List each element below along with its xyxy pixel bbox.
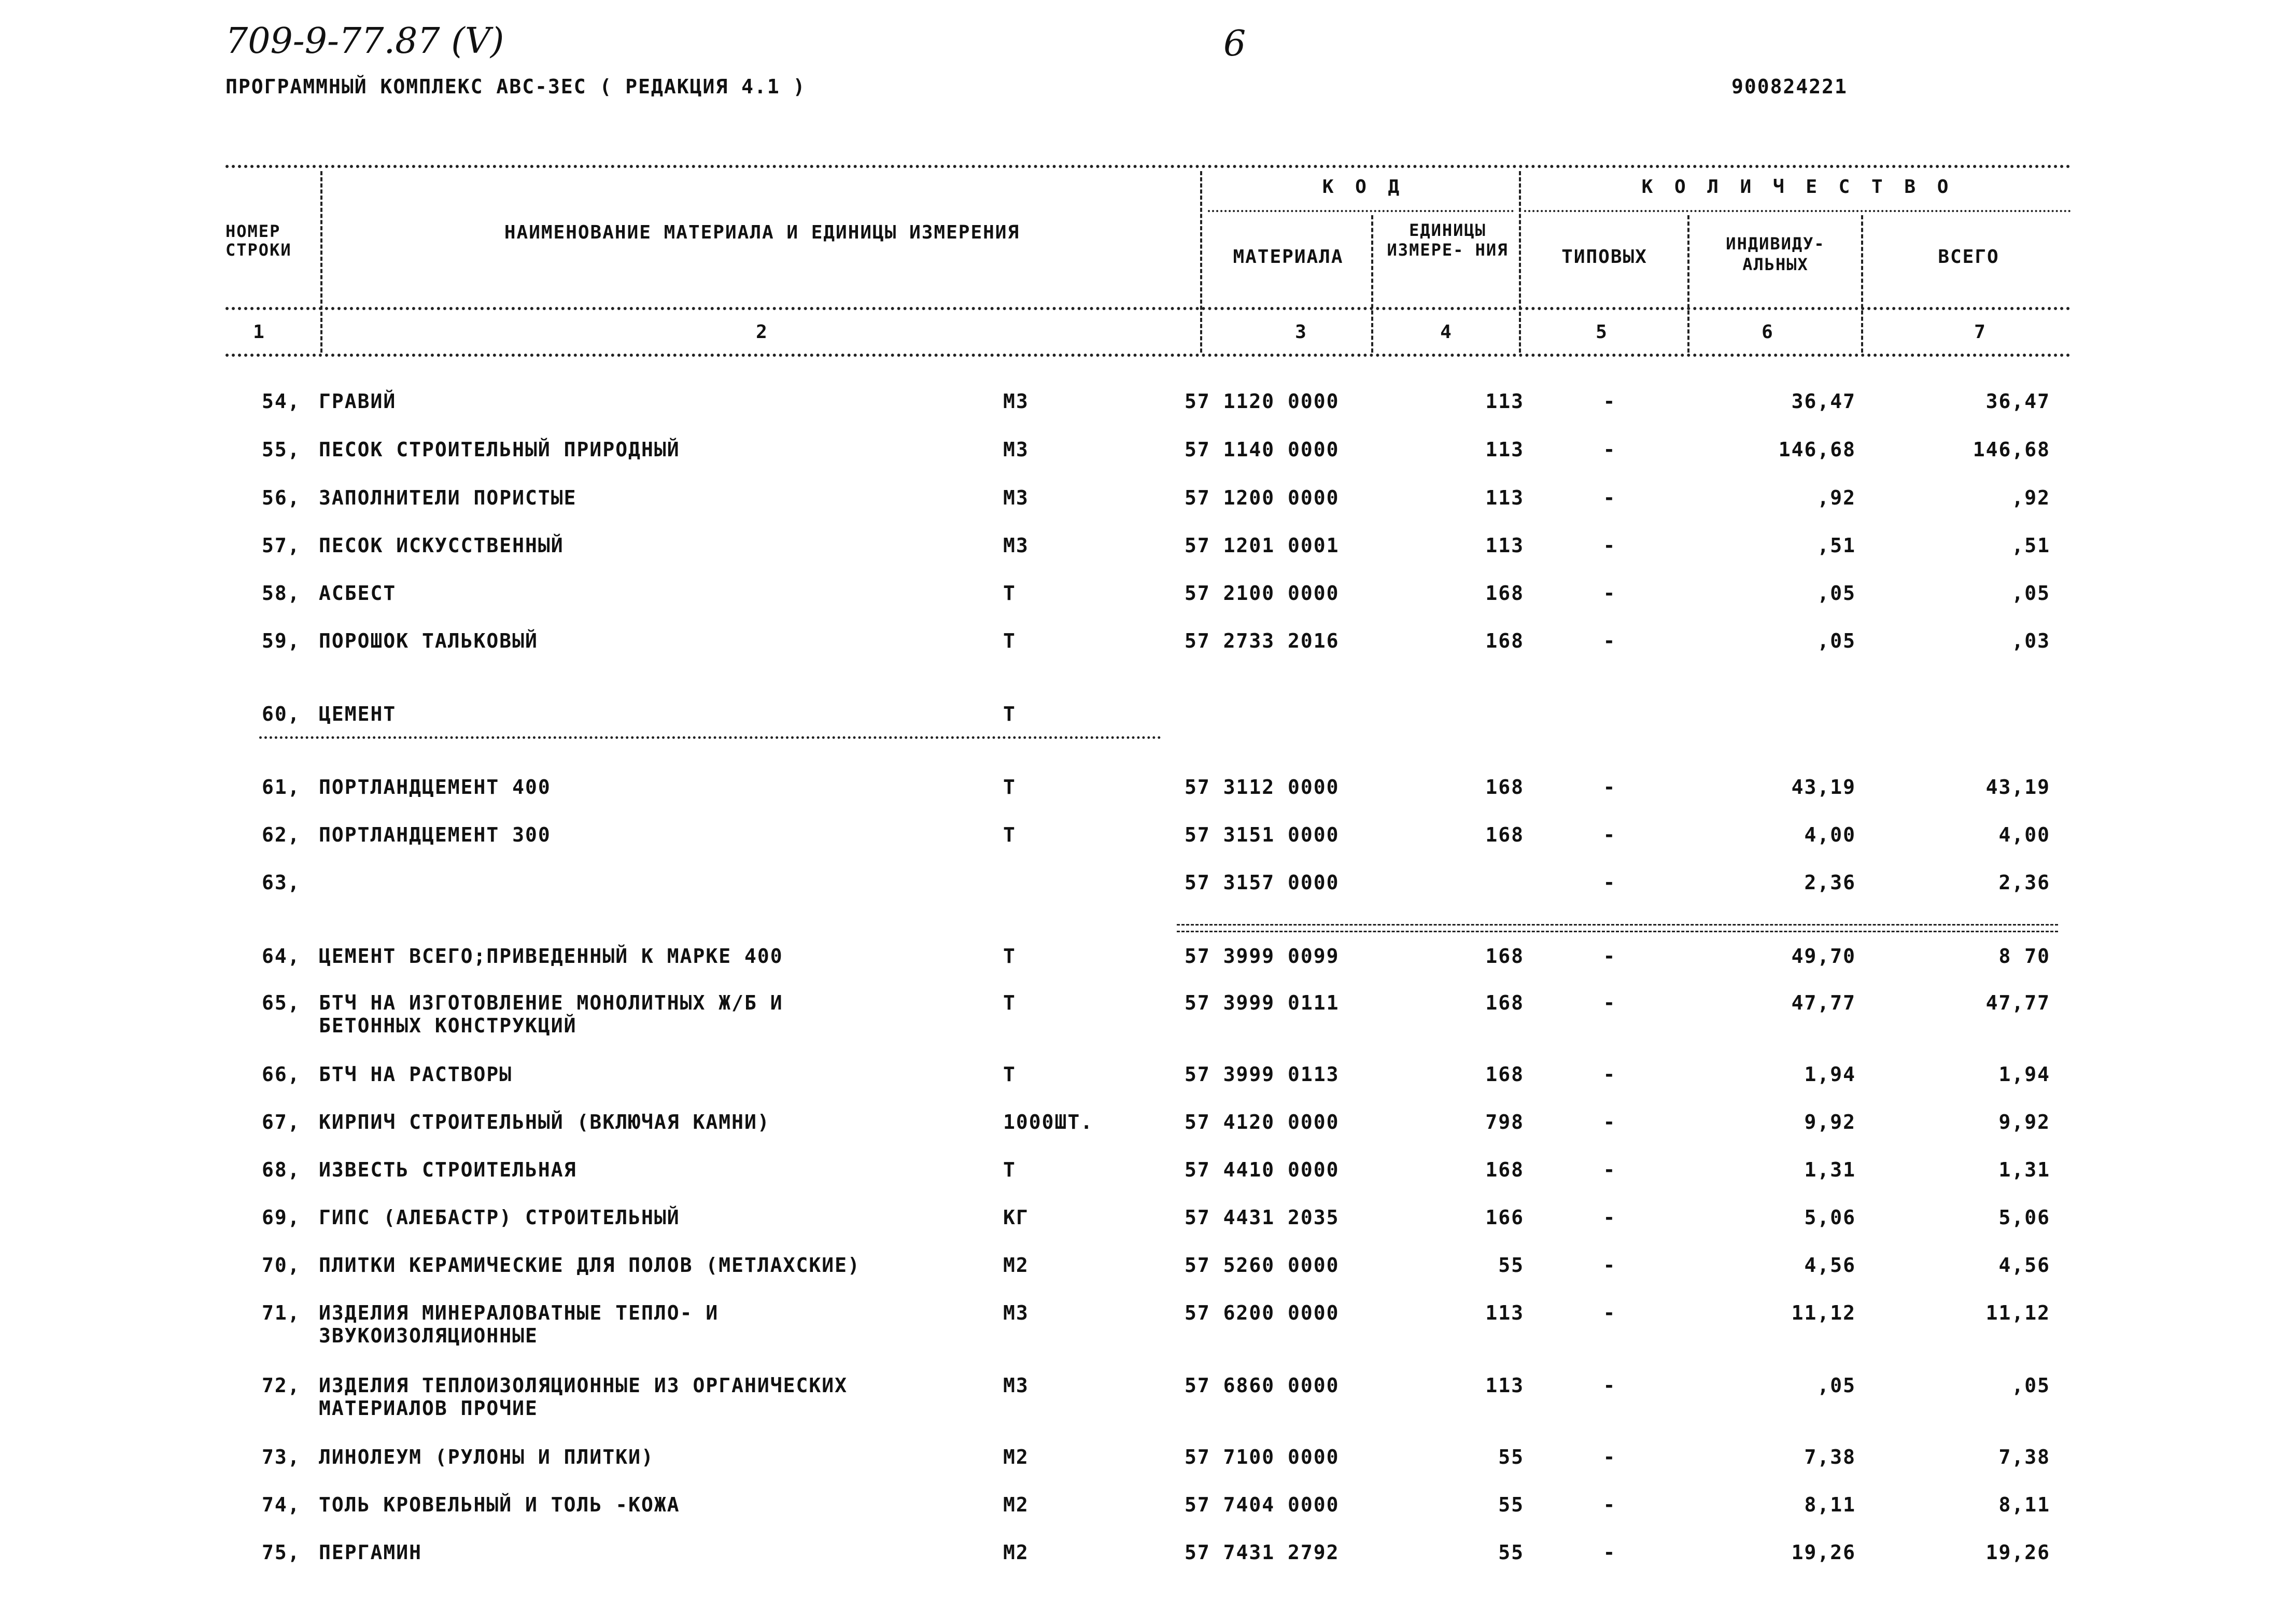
col-number: 4 xyxy=(1440,321,1453,343)
qty-total: 8 70 xyxy=(1998,945,2050,968)
qty-individual: 146,68 xyxy=(1778,438,1856,461)
qty-typical: - xyxy=(1603,776,1616,799)
qty-total: 2,36 xyxy=(1998,871,2050,894)
qty-individual: ,51 xyxy=(1817,534,1856,557)
material-code: 57 3999 0099 xyxy=(1185,945,1340,968)
unit: М3 xyxy=(1003,534,1029,557)
row-number: 55, xyxy=(262,438,301,461)
col-number: 3 xyxy=(1295,321,1307,343)
material-code: 57 4120 0000 xyxy=(1185,1111,1340,1133)
material-code: 57 7431 2792 xyxy=(1185,1541,1340,1564)
row-number: 54, xyxy=(262,390,301,413)
qty-typical: - xyxy=(1603,1374,1616,1397)
unit: Т xyxy=(1003,582,1016,605)
row-number: 69, xyxy=(262,1206,301,1229)
qty-typical: - xyxy=(1603,1254,1616,1277)
header-bottom-rule xyxy=(226,354,2071,357)
uom-code: 55 xyxy=(1498,1493,1524,1516)
material-name: ПЛИТКИ КЕРАМИЧЕСКИЕ ДЛЯ ПОЛОВ (МЕТЛАХСКИЕ) xyxy=(319,1254,861,1277)
qty-individual: ,05 xyxy=(1817,629,1856,652)
material-name: ПОРТЛАНДЦЕМЕНТ 400 xyxy=(319,776,551,799)
unit: Т xyxy=(1003,823,1016,846)
header-typical: ТИПОВЫХ xyxy=(1561,246,1647,268)
material-code: 57 3157 0000 xyxy=(1185,871,1340,894)
qty-typical: - xyxy=(1603,1206,1616,1229)
uom-code: 113 xyxy=(1485,390,1524,413)
material-code: 57 3999 0113 xyxy=(1185,1063,1340,1086)
row-number: 65, xyxy=(262,991,301,1014)
qty-typical: - xyxy=(1603,823,1616,846)
document-number: 900824221 xyxy=(1731,75,1848,98)
uom-code: 168 xyxy=(1485,1063,1524,1086)
document-code: 709-9-77.87 (V) xyxy=(226,21,504,62)
unit: Т xyxy=(1003,703,1016,725)
qty-individual: ,05 xyxy=(1817,1374,1856,1397)
uom-code: 168 xyxy=(1485,823,1524,846)
qty-individual: ,92 xyxy=(1817,486,1856,509)
qty-typical: - xyxy=(1603,1301,1616,1324)
qty-typical: - xyxy=(1603,1111,1616,1133)
qty-individual: 9,92 xyxy=(1804,1111,1856,1133)
total-separator xyxy=(1177,924,2058,932)
unit: М2 xyxy=(1003,1254,1029,1277)
uom-code: 113 xyxy=(1485,1301,1524,1324)
unit: КГ xyxy=(1003,1206,1029,1229)
uom-code: 168 xyxy=(1485,629,1524,652)
uom-code: 55 xyxy=(1498,1446,1524,1468)
qty-individual: 19,26 xyxy=(1791,1541,1856,1564)
qty-individual: 8,11 xyxy=(1804,1493,1856,1516)
qty-individual: 2,36 xyxy=(1804,871,1856,894)
qty-individual: 43,19 xyxy=(1791,776,1856,799)
unit: М2 xyxy=(1003,1446,1029,1468)
qty-total: 8,11 xyxy=(1998,1493,2050,1516)
qty-total: 11,12 xyxy=(1985,1301,2050,1324)
row-number: 64, xyxy=(262,945,301,968)
material-code: 57 1140 0000 xyxy=(1185,438,1340,461)
uom-code: 113 xyxy=(1485,534,1524,557)
header-name: НАИМЕНОВАНИЕ МАТЕРИАЛА И ЕДИНИЦЫ ИЗМЕРЕНИЯ xyxy=(504,222,1020,243)
qty-total: ,05 xyxy=(2011,1374,2050,1397)
qty-individual: 36,47 xyxy=(1791,390,1856,413)
uom-code: 55 xyxy=(1498,1254,1524,1277)
col-divider xyxy=(1861,215,1863,353)
unit: 1000ШТ. xyxy=(1003,1111,1094,1133)
qty-typical: - xyxy=(1603,1063,1616,1086)
program-title: ПРОГРАММНЫЙ КОМПЛЕКС АВС-3ЕС ( РЕДАКЦИЯ 4.1 ) xyxy=(226,75,806,98)
qty-total: 4,00 xyxy=(1998,823,2050,846)
material-name-cont: БЕТОННЫХ КОНСТРУКЦИЙ xyxy=(319,1014,577,1037)
qty-total: 7,38 xyxy=(1998,1446,2050,1468)
unit: М3 xyxy=(1003,486,1029,509)
qty-total: 5,06 xyxy=(1998,1206,2050,1229)
material-name: БТЧ НА РАСТВОРЫ xyxy=(319,1063,513,1086)
uom-code: 168 xyxy=(1485,1158,1524,1181)
qty-typical: - xyxy=(1603,486,1616,509)
row-number: 71, xyxy=(262,1301,301,1324)
col-divider xyxy=(1200,171,1202,353)
unit: М3 xyxy=(1003,390,1029,413)
uom-code: 168 xyxy=(1485,776,1524,799)
qty-individual: 5,06 xyxy=(1804,1206,1856,1229)
row-number: 73, xyxy=(262,1446,301,1468)
qty-total: 9,92 xyxy=(1998,1111,2050,1133)
material-name: АСБЕСТ xyxy=(319,582,397,605)
header-code-uom: ЕДИНИЦЫ ИЗМЕРЕ- НИЯ xyxy=(1387,220,1509,260)
unit: Т xyxy=(1003,776,1016,799)
col-number: 5 xyxy=(1596,321,1608,343)
material-name: ТОЛЬ КРОВЕЛЬНЫЙ И ТОЛЬ -КОЖА xyxy=(319,1493,680,1516)
qty-total: ,05 xyxy=(2011,582,2050,605)
unit: М3 xyxy=(1003,438,1029,461)
uom-code: 55 xyxy=(1498,1541,1524,1564)
qty-individual: 1,31 xyxy=(1804,1158,1856,1181)
material-code: 57 6200 0000 xyxy=(1185,1301,1340,1324)
material-name: ЗАПОЛНИТЕЛИ ПОРИСТЫЕ xyxy=(319,486,577,509)
row-number: 60, xyxy=(262,703,301,725)
row-number: 59, xyxy=(262,629,301,652)
material-name: ИЗДЕЛИЯ МИНЕРАЛОВАТНЫЕ ТЕПЛО- И xyxy=(319,1301,719,1324)
qty-total: 43,19 xyxy=(1985,776,2050,799)
qty-total: 4,56 xyxy=(1998,1254,2050,1277)
header-qty-group: К О Л И Ч Е С Т В О xyxy=(1641,176,1954,198)
row-number: 66, xyxy=(262,1063,301,1086)
uom-code: 166 xyxy=(1485,1206,1524,1229)
uom-code: 113 xyxy=(1485,1374,1524,1397)
qty-individual: 11,12 xyxy=(1791,1301,1856,1324)
col-divider xyxy=(1519,171,1521,353)
qty-individual: 47,77 xyxy=(1791,991,1856,1014)
header-top-rule xyxy=(226,165,2071,168)
qty-typical: - xyxy=(1603,438,1616,461)
qty-typical: - xyxy=(1603,629,1616,652)
material-name: ЦЕМЕНТ xyxy=(319,703,397,725)
qty-typical: - xyxy=(1603,390,1616,413)
unit: М2 xyxy=(1003,1493,1029,1516)
row-number: 70, xyxy=(262,1254,301,1277)
material-code: 57 7100 0000 xyxy=(1185,1446,1340,1468)
material-code: 57 5260 0000 xyxy=(1185,1254,1340,1277)
unit: Т xyxy=(1003,1158,1016,1181)
qty-individual: 49,70 xyxy=(1791,945,1856,968)
material-name: ГИПС (АЛЕБАСТР) СТРОИТЕЛЬНЫЙ xyxy=(319,1206,680,1229)
material-name: ГРАВИЙ xyxy=(319,390,397,413)
material-code: 57 2733 2016 xyxy=(1185,629,1340,652)
qty-typical: - xyxy=(1603,582,1616,605)
col-divider xyxy=(320,171,322,353)
page-number: 6 xyxy=(1223,23,1246,64)
uom-code: 168 xyxy=(1485,991,1524,1014)
col-divider xyxy=(1371,215,1373,353)
material-code: 57 1201 0001 xyxy=(1185,534,1340,557)
row-number: 61, xyxy=(262,776,301,799)
unit: М3 xyxy=(1003,1374,1029,1397)
header-code-material: МАТЕРИАЛА xyxy=(1233,246,1344,268)
row-number: 63, xyxy=(262,871,301,894)
qty-total: ,92 xyxy=(2011,486,2050,509)
qty-individual: ,05 xyxy=(1817,582,1856,605)
qty-individual: 4,56 xyxy=(1804,1254,1856,1277)
row-number: 62, xyxy=(262,823,301,846)
material-code: 57 3112 0000 xyxy=(1185,776,1340,799)
material-name-cont: МАТЕРИАЛОВ ПРОЧИЕ xyxy=(319,1397,538,1420)
unit: Т xyxy=(1003,991,1016,1014)
group-underline xyxy=(259,736,1161,739)
uom-code: 168 xyxy=(1485,582,1524,605)
header-individual: ИНДИВИДУ- АЛЬНЫХ xyxy=(1726,234,1825,274)
qty-individual: 1,94 xyxy=(1804,1063,1856,1086)
row-number: 57, xyxy=(262,534,301,557)
row-number: 74, xyxy=(262,1493,301,1516)
qty-typical: - xyxy=(1603,1158,1616,1181)
row-number: 75, xyxy=(262,1541,301,1564)
material-name: КИРПИЧ СТРОИТЕЛЬНЫЙ (ВКЛЮЧАЯ КАМНИ) xyxy=(319,1111,770,1133)
material-code: 57 6860 0000 xyxy=(1185,1374,1340,1397)
qty-individual: 7,38 xyxy=(1804,1446,1856,1468)
qty-total: ,03 xyxy=(2011,629,2050,652)
unit: М2 xyxy=(1003,1541,1029,1564)
header-row-no: НОМЕР СТРОКИ xyxy=(226,221,292,260)
uom-code: 168 xyxy=(1485,945,1524,968)
qty-typical: - xyxy=(1603,534,1616,557)
unit: Т xyxy=(1003,1063,1016,1086)
qty-typical: - xyxy=(1603,871,1616,894)
row-number: 67, xyxy=(262,1111,301,1133)
material-code: 57 4410 0000 xyxy=(1185,1158,1340,1181)
qty-typical: - xyxy=(1603,1493,1616,1516)
qty-individual: 4,00 xyxy=(1804,823,1856,846)
uom-code: 798 xyxy=(1485,1111,1524,1133)
material-code: 57 4431 2035 xyxy=(1185,1206,1340,1229)
material-code: 57 3999 0111 xyxy=(1185,991,1340,1014)
qty-total: 146,68 xyxy=(1973,438,2050,461)
material-name: ЛИНОЛЕУМ (РУЛОНЫ И ПЛИТКИ) xyxy=(319,1446,654,1468)
material-code: 57 7404 0000 xyxy=(1185,1493,1340,1516)
qty-typical: - xyxy=(1603,1541,1616,1564)
material-name: БТЧ НА ИЗГОТОВЛЕНИЕ МОНОЛИТНЫХ Ж/Б И xyxy=(319,991,783,1014)
row-number: 68, xyxy=(262,1158,301,1181)
material-name: ИЗВЕСТЬ СТРОИТЕЛЬНАЯ xyxy=(319,1158,577,1181)
row-number: 58, xyxy=(262,582,301,605)
row-number: 72, xyxy=(262,1374,301,1397)
code-group-rule xyxy=(1208,210,1514,212)
header-total: ВСЕГО xyxy=(1938,246,1999,268)
header-code-group: К О Д xyxy=(1322,176,1405,198)
qty-total: 1,31 xyxy=(1998,1158,2050,1181)
col-number: 6 xyxy=(1762,321,1774,343)
col-divider xyxy=(1687,215,1689,353)
row-number: 56, xyxy=(262,486,301,509)
col-number: 7 xyxy=(1974,321,1987,343)
material-code: 57 1120 0000 xyxy=(1185,390,1340,413)
qty-typical: - xyxy=(1603,945,1616,968)
material-name: ПЕРГАМИН xyxy=(319,1541,422,1564)
unit: Т xyxy=(1003,629,1016,652)
qty-typical: - xyxy=(1603,1446,1616,1468)
col-number: 2 xyxy=(756,321,768,343)
material-name: ПЕСОК ИСКУССТВЕННЫЙ xyxy=(319,534,564,557)
material-name-cont: ЗВУКОИЗОЛЯЦИОННЫЕ xyxy=(319,1324,538,1347)
uom-code: 113 xyxy=(1485,486,1524,509)
material-code: 57 1200 0000 xyxy=(1185,486,1340,509)
material-code: 57 2100 0000 xyxy=(1185,582,1340,605)
col-number: 1 xyxy=(253,321,265,343)
material-name: ПЕСОК СТРОИТЕЛЬНЫЙ ПРИРОДНЫЙ xyxy=(319,438,680,461)
material-name: ИЗДЕЛИЯ ТЕПЛОИЗОЛЯЦИОННЫЕ ИЗ ОРГАНИЧЕСКИХ xyxy=(319,1374,848,1397)
qty-typical: - xyxy=(1603,991,1616,1014)
unit: М3 xyxy=(1003,1301,1029,1324)
qty-total: 19,26 xyxy=(1985,1541,2050,1564)
unit: Т xyxy=(1003,945,1016,968)
header-mid-rule xyxy=(226,307,2071,310)
uom-code: 113 xyxy=(1485,438,1524,461)
material-name: ПОРОШОК ТАЛЬКОВЫЙ xyxy=(319,629,538,652)
material-name: ЦЕМЕНТ ВСЕГО;ПРИВЕДЕННЫЙ К МАРКЕ 400 xyxy=(319,945,783,968)
qty-total: ,51 xyxy=(2011,534,2050,557)
qty-group-rule xyxy=(1524,210,2071,212)
qty-total: 1,94 xyxy=(1998,1063,2050,1086)
qty-total: 47,77 xyxy=(1985,991,2050,1014)
material-name: ПОРТЛАНДЦЕМЕНТ 300 xyxy=(319,823,551,846)
material-code: 57 3151 0000 xyxy=(1185,823,1340,846)
qty-total: 36,47 xyxy=(1985,390,2050,413)
